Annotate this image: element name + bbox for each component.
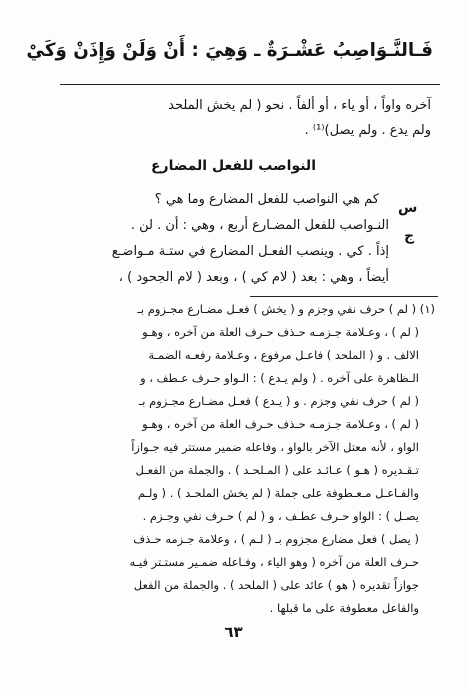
footnote-line: ( لم ) ، وعـلامة جـزمـه حـذف حـرف العلة من آخره ، وهـو [142,417,419,431]
footnote-line: الـظاهرة على آخره . ( ولم يـدع ) : الـواو حـرف عـطف ، و [140,371,419,385]
header-rule [60,84,440,85]
continuation-line: آخره واواً ، أو ياء ، أو ألفاً . نحو ( لم يخش الملحد [168,98,431,113]
answer-marker: ج [404,228,415,244]
continuation-line: ولم يدع . ولم يصل)⁽¹⁾ . [304,123,431,138]
question-text: كم هي النواصب للفعل المضارع وما هي ؟ [154,192,379,207]
answer-line: النـواصب للفعل المضـارع أربع ، وهي : أن . لن . [130,218,389,233]
answer-line: إذاً . كي . وينصب الفعـل المضارع في ستـة مـواضـع [111,244,389,259]
page-number: ٦٣ [224,623,243,641]
footnote-line: الواو ، لأنه معتل الآخر بالواو ، وفاعله ضمير مستتر فيه جـوازاً [131,440,419,454]
answer-line: أيضاً ، وهي : بعد ( لام كي ) ، وبعد ( لام الجحود ) ، [118,270,389,285]
footnote-line: (١) ( لم ) حرف نفي وجزم و ( يخش ) فعـل مضـارع مجـزوم بـ [137,302,435,316]
section-title: النواصب للفعل المضارع [150,158,316,174]
footnote-line: ( لم ) ، وعـلامة جـزمـه حـذف حـرف العلة من آخره ، وهـو [142,325,419,339]
running-head: فَـالنَّـوَاصِبُ عَشْـرَةٌ ـ وَهِيَ : أَنْ وَلَنْ وَإِذَنْ وَكَيْ [26,40,433,61]
question-marker: س [398,200,418,216]
footnote-line: الالف . و ( الملحد ) فاعـل مرفوع ، وعـلامة رفعـه الضمـة [148,348,419,362]
footnote-line: تـقـديره ( هـو ) عـائـد على ( المـلحـد ) . والجملة من الفعـل [135,463,419,477]
footnote-line: جوازاً تقديره ( هو ) عائد على ( الملحد ) . والجملة من الفعل [133,578,419,592]
footnote-line: ( لم ) حرف نفي وجزم . و ( يـدع ) فعـل مضـارع مجـزوم بـ [138,394,419,408]
footnote-line: يصـل ) : الواو حـرف عطـف ، و ( لم ) حـرف نفي وجـزم . [142,509,419,523]
footnote-line: والفاعل معطوفة على ما قبلها . [269,601,419,615]
footnote-line: والفـاعـل مـعـطوفة على جملة ( لم يخش الملحـد ) . ( ولـم [137,486,419,500]
footnote-line: حـرف العلة من آخره ( وهو الياء ، وفـاعله ضمـير مستـتر فيـه [129,555,419,569]
footnote-line: ( يصل ) فعل مضارع مجزوم بـ ( لـم ) ، وعلامة جـزمه حـذف [133,532,419,546]
footnote-separator [250,296,438,297]
